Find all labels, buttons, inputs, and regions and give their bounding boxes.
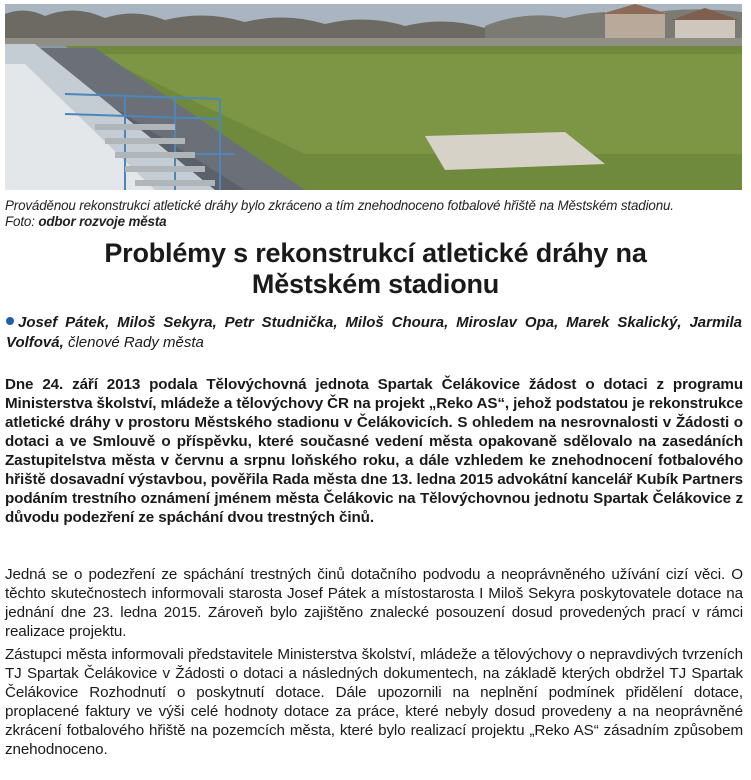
photo-caption	[5, 198, 750, 230]
author-role: členové Rady města	[67, 334, 204, 351]
stadium-photo	[5, 4, 742, 190]
author-names: Josef Pátek, Miloš Sekyra, Petr Studnička, Miloš Choura, Miroslav Opa, Marek Skalický, Jarmila Volfová,	[6, 314, 742, 351]
article-paragraph-2: Zástupci města informovali představitele Ministerstva školství, mládeže a tělovýchovy o nepravdivých tvrzeních TJ Spartak Čelákovice v Žádosti o dotaci a následných dokumentech, na základě kterých obdržel TJ Spartak Čelákovice Rozhodnutí o poskytnutí dotace. Dále upozornili na neplnění podmínek přidělení dotace, proplacené faktury ve výši celé hodnoty dotace za práce, které nebyly dosud provedeny a na neoprávněné zkrácení fotbalového hřiště na pozemcích města, které bylo realizací projektu „Reko AS“ zásadním způsobem znehodnoceno.	[5, 646, 743, 758]
bullet-icon	[6, 317, 14, 325]
article-title	[0, 238, 751, 300]
article-lead: Dne 24. září 2013 podala Tělovýchovná jednota Spartak Čelákovice žádost o dotaci z programu Ministerstva školství, mládeže a tělovýchovy ČR na projekt „Reko AS“, jehož podstatou je rekonstrukce atletické dráhy v prostoru Městského stadionu v Čelákovicích. S ohledem na nesrovnalosti v Žádosti o dotaci a ve Smlouvě o příspěvku, které současné vedení města opakovaně sdělovalo na zasedáních Zastupitelstva města v červnu a srpnu loňského roku, a dále vzhledem ke znehodnocení fotbalového hřiště dosavadní výstavbou, pověřila Rada města dne 13. ledna 2015 advokátní kancelář Kubík Partners podáním trestního oznámení jménem města Čelákovic na Tělovýchovnou jednotu Spartak Čelákovice z důvodu podezření ze spáchání dvou trestných činů.	[5, 376, 743, 526]
article-title-line2: Městském stadionu	[251, 269, 500, 299]
article-title-line1: Problémy s rekonstrukcí atletické dráhy na	[104, 238, 647, 268]
caption-foto-credit: odbor rozvoje města	[38, 214, 167, 229]
stadium-photo-illustration	[5, 4, 742, 190]
caption-text: Prováděnou rekonstrukci atletické dráhy bylo zkráceno a tím znehodnoceno fotbalové hřiště na Městském stadionu.	[5, 198, 674, 213]
caption-foto-label: Foto:	[5, 214, 35, 229]
article-paragraph-1: Jedná se o podezření ze spáchání trestných činů dotačního podvodu a neoprávněného užívání cizí věci. O těchto skutečnostech informovali starosta Josef Pátek a místostarosta I Miloš Sekyra poskytovatele dotace na jednání dne 23. ledna 2015. Zároveň bylo zajištěno znalecké posouzení dosud provedených prací v rámci realizace projektu.	[5, 566, 743, 640]
article-authors	[6, 313, 742, 353]
